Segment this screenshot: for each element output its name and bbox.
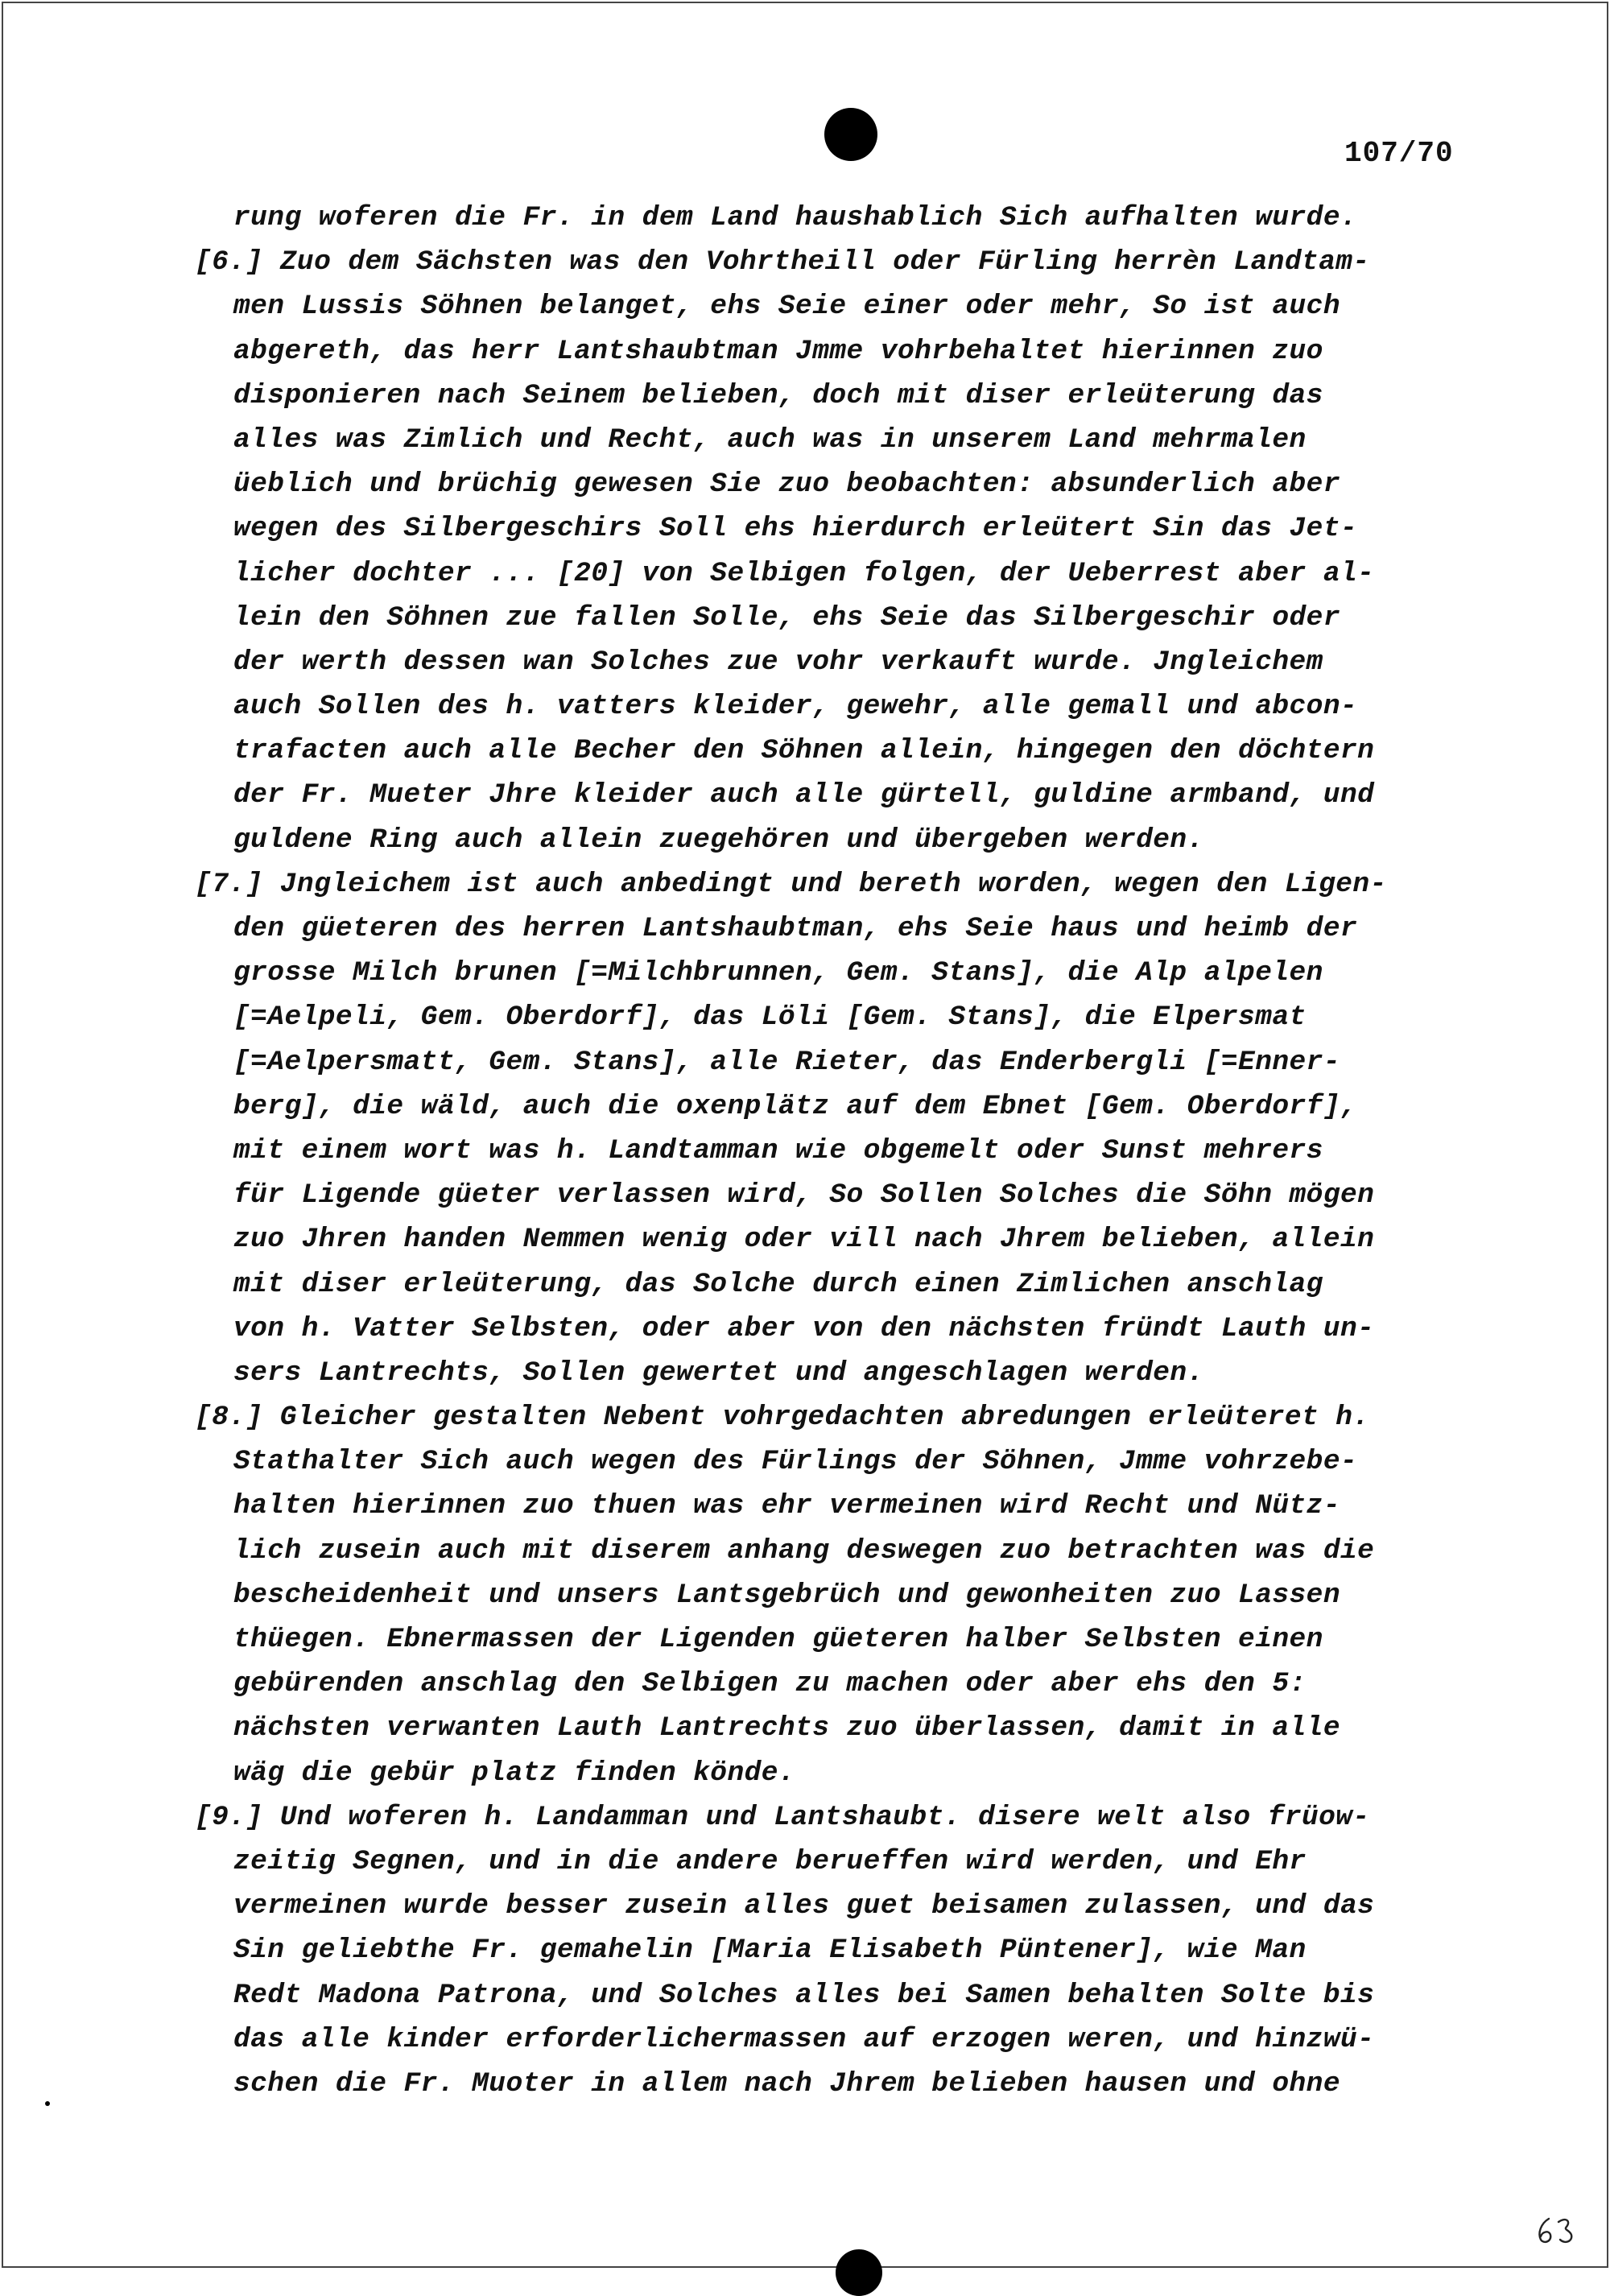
page-number: 107/70	[1344, 137, 1454, 170]
text-line: grosse Milch brunen [=Milchbrunnen, Gem. Stans], die Alp alpelen	[233, 957, 1323, 989]
text-line: auch Sollen des h. vatters kleider, gewehr, alle gemall und abcon-	[233, 691, 1358, 723]
text-line: [9.] Und woferen h. Landamman und Lantshaubt. disere welt also früow-	[195, 1801, 1370, 1833]
punch-hole-top	[824, 108, 877, 161]
text-line: [=Aelpeli, Gem. Oberdorf], das Löli [Gem. Stans], die Elpersmat	[233, 1001, 1307, 1034]
text-line: [=Aelpersmatt, Gem. Stans], alle Rieter, das Enderbergli [=Enner-	[233, 1046, 1340, 1078]
paragraph-p7	[195, 862, 1473, 1395]
text-line: [7.] Jngleichem ist auch anbedingt und bereth worden, wegen den Ligen-	[195, 868, 1387, 900]
text-line: zeitig Segnen, und in die andere berueffen wird werden, und Ehr	[233, 1845, 1307, 1877]
text-line: vermeinen wurde besser zusein alles guet beisamen zulassen, und das	[233, 1890, 1375, 1922]
text-line: Redt Madona Patrona, und Solches alles bei Samen behalten Solte bis	[233, 1979, 1375, 2011]
text-line: für Ligende güeter verlassen wird, So Sollen Solches die Söhn mögen	[233, 1179, 1375, 1212]
punch-hole-bottom	[836, 2249, 882, 2296]
text-line: das alle kinder erforderlichermassen auf erzogen weren, und hinzwü-	[233, 2023, 1375, 2055]
text-line: wegen des Silbergeschirs Soll ehs hierdurch erleütert Sin das Jet-	[233, 513, 1358, 545]
text-line: [8.] Gleicher gestalten Nebent vohrgedachten abredungen erleüteret h.	[195, 1402, 1370, 1434]
text-line: von h. Vatter Selbsten, oder aber von den nächsten fründt Lauth un-	[233, 1312, 1375, 1344]
paragraph-p8	[195, 1395, 1473, 1795]
paragraph-p9	[195, 1795, 1473, 2106]
text-line: thüegen. Ebnermassen der Ligenden güeteren halber Selbsten einen	[233, 1624, 1323, 1655]
paragraph-p6	[195, 240, 1473, 862]
text-line: der Fr. Mueter Jhre kleider auch alle gürtell, guldine armband, und	[233, 779, 1375, 811]
text-line: üeblich und brüchig gewesen Sie zuo beobachten: absunderlich aber	[233, 469, 1340, 501]
text-line: bescheidenheit und unsers Lantsgebrüch und gewonheiten zuo Lassen	[233, 1579, 1340, 1611]
text-line: sers Lantrechts, Sollen gewertet und angeschlagen werden.	[233, 1357, 1204, 1389]
text-line: abgereth, das herr Lantshaubtman Jmme vohrbehaltet hierinnen zuo	[233, 335, 1323, 367]
text-line: zuo Jhren handen Nemmen wenig oder vill nach Jhrem belieben, allein	[233, 1224, 1375, 1256]
text-line: wäg die gebür platz finden könde.	[233, 1757, 796, 1789]
text-line: schen die Fr. Muoter in allem nach Jhrem belieben hausen und ohne	[233, 2067, 1340, 2100]
text-line: lich zusein auch mit diserem anhang deswegen zuo betrachten was die	[233, 1534, 1375, 1567]
text-line: [6.] Zuo dem Sächsten was den Vohrtheill oder Fürling herrèn Landtam-	[195, 246, 1370, 279]
text-line: Sin geliebthe Fr. gemahelin [Maria Elisabeth Püntener], wie Man	[233, 1935, 1307, 1967]
text-line: nächsten verwanten Lauth Lantrechts zuo überlassen, damit in alle	[233, 1712, 1340, 1745]
text-line: licher dochter ... [20] von Selbigen folgen, der Ueberrest aber al-	[233, 557, 1375, 589]
text-line: trafacten auch alle Becher den Söhnen allein, hingegen den döchtern	[233, 735, 1375, 767]
text-line: gebürenden anschlag den Selbigen zu machen oder aber ehs den 5:	[233, 1668, 1307, 1700]
handwritten-page-mark	[1533, 2214, 1581, 2246]
text-line: den güeteren des herren Lantshaubtman, ehs Seie haus und heimb der	[233, 913, 1358, 944]
text-line: halten hierinnen zuo thuen was ehr vermeinen wird Recht und Nütz-	[233, 1490, 1340, 1522]
text-line: Stathalter Sich auch wegen des Fürlings der Söhnen, Jmme vohrzebe-	[233, 1446, 1358, 1478]
text-line: der werth dessen wan Solches zue vohr verkauft wurde. Jngleichem	[233, 646, 1323, 678]
text-line: berg], die wäld, auch die oxenplätz auf dem Ebnet [Gem. Oberdorf],	[233, 1090, 1358, 1122]
text-line: mit einem wort was h. Landtamman wie obgemelt oder Sunst mehrers	[233, 1134, 1323, 1167]
document-body	[195, 196, 1473, 2106]
text-line: lein den Söhnen zue fallen Solle, ehs Seie das Silbergeschir oder	[233, 601, 1340, 634]
text-line: rung woferen die Fr. in dem Land haushablich Sich aufhalten wurde.	[233, 202, 1358, 233]
text-line: men Lussis Söhnen belanget, ehs Seie einer oder mehr, So ist auch	[233, 291, 1340, 323]
text-line: alles was Zimlich und Recht, auch was in unserem Land mehrmalen	[233, 423, 1307, 456]
scan-speck	[45, 2101, 50, 2106]
text-line: guldene Ring auch allein zuegehören und übergeben werden.	[233, 824, 1204, 856]
paragraph-cont	[233, 196, 1473, 240]
text-line: disponieren nach Seinem belieben, doch mit diser erleüterung das	[233, 379, 1323, 411]
text-line: mit diser erleüterung, das Solche durch einen Zimlichen anschlag	[233, 1268, 1323, 1300]
